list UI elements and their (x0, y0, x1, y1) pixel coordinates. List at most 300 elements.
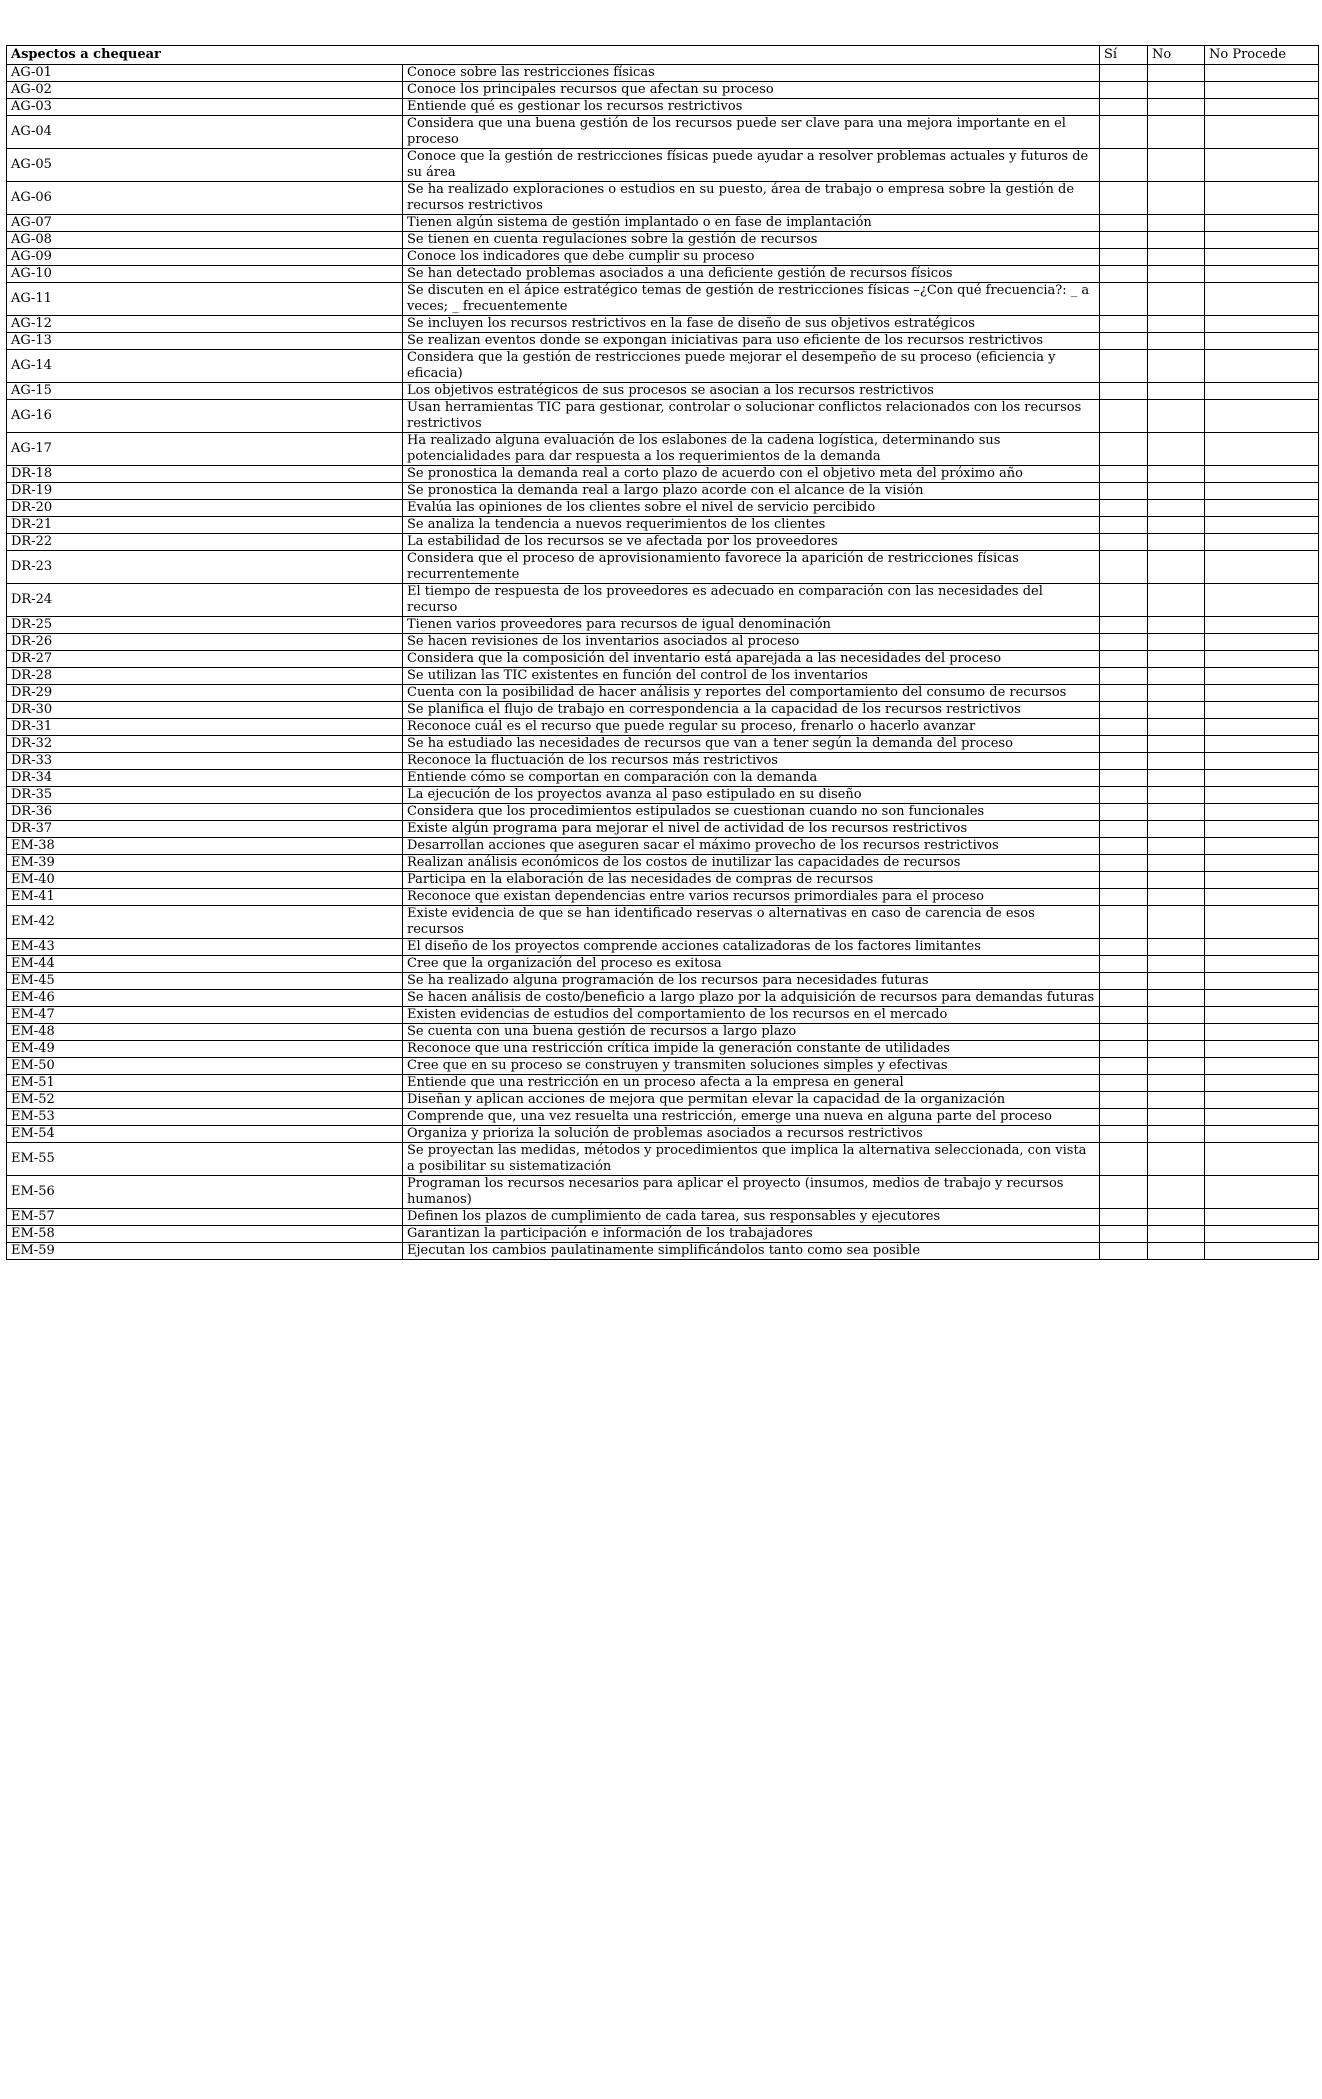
answer-cell-no[interactable] (1148, 65, 1205, 82)
answer-cell-no-procede[interactable] (1205, 316, 1319, 333)
answer-cell-no-procede[interactable] (1205, 82, 1319, 99)
answer-cell-no[interactable] (1148, 215, 1205, 232)
answer-cell-no[interactable] (1148, 99, 1205, 116)
answer-cell-no[interactable] (1148, 1143, 1205, 1176)
row-code: AG-16 (7, 400, 403, 433)
answer-cell-no-procede[interactable] (1205, 500, 1319, 517)
row-description: Considera que una buena gestión de los recursos puede ser clave para una mejora importante en el proceso (403, 116, 1100, 149)
answer-cell-no-procede[interactable] (1205, 232, 1319, 249)
table-row (7, 1058, 1319, 1075)
row-code: AG-10 (7, 266, 403, 283)
answer-cell-no[interactable] (1148, 1209, 1205, 1226)
answer-cell-no[interactable] (1148, 1226, 1205, 1243)
answer-cell-si[interactable] (1100, 283, 1148, 316)
table-row (7, 266, 1319, 283)
table-row (7, 1209, 1319, 1226)
answer-cell-si[interactable] (1100, 685, 1148, 702)
answer-cell-no[interactable] (1148, 651, 1205, 668)
answer-cell-no[interactable] (1148, 770, 1205, 787)
answer-cell-si[interactable] (1100, 249, 1148, 266)
table-row (7, 719, 1319, 736)
answer-cell-no[interactable] (1148, 517, 1205, 534)
row-description: Garantizan la participación e información de los trabajadores (403, 1226, 1100, 1243)
table-row (7, 1041, 1319, 1058)
table-row (7, 651, 1319, 668)
row-description: Se realizan eventos donde se expongan iniciativas para uso eficiente de los recursos restrictivos (403, 333, 1100, 350)
answer-cell-si[interactable] (1100, 956, 1148, 973)
answer-cell-si[interactable] (1100, 736, 1148, 753)
answer-cell-no[interactable] (1148, 466, 1205, 483)
answer-cell-no-procede[interactable] (1205, 634, 1319, 651)
answer-cell-no[interactable] (1148, 316, 1205, 333)
answer-cell-si[interactable] (1100, 753, 1148, 770)
table-row (7, 249, 1319, 266)
answer-cell-no-procede[interactable] (1205, 702, 1319, 719)
answer-cell-si[interactable] (1100, 333, 1148, 350)
table-row (7, 634, 1319, 651)
answer-cell-si[interactable] (1100, 939, 1148, 956)
table-row (7, 584, 1319, 617)
row-description: Programan los recursos necesarios para aplicar el proyecto (insumos, medios de trabajo y recursos humanos) (403, 1176, 1100, 1209)
answer-cell-no-procede[interactable] (1205, 668, 1319, 685)
answer-cell-no-procede[interactable] (1205, 1058, 1319, 1075)
answer-cell-si[interactable] (1100, 517, 1148, 534)
row-code: DR-25 (7, 617, 403, 634)
table-row (7, 736, 1319, 753)
answer-cell-no-procede[interactable] (1205, 350, 1319, 383)
table-row (7, 283, 1319, 316)
row-code: EM-39 (7, 855, 403, 872)
table-row (7, 1024, 1319, 1041)
answer-cell-no-procede[interactable] (1205, 736, 1319, 753)
answer-cell-no[interactable] (1148, 990, 1205, 1007)
row-code: EM-55 (7, 1143, 403, 1176)
answer-cell-no-procede[interactable] (1205, 333, 1319, 350)
answer-cell-no-procede[interactable] (1205, 584, 1319, 617)
row-code: DR-23 (7, 551, 403, 584)
row-description: Considera que la gestión de restricciones puede mejorar el desempeño de su proceso (eficiencia y eficacia) (403, 350, 1100, 383)
answer-cell-si[interactable] (1100, 1243, 1148, 1260)
table-row (7, 1126, 1319, 1143)
answer-cell-si[interactable] (1100, 466, 1148, 483)
table-row (7, 1075, 1319, 1092)
answer-cell-no[interactable] (1148, 1109, 1205, 1126)
answer-cell-no[interactable] (1148, 956, 1205, 973)
answer-cell-no-procede[interactable] (1205, 1143, 1319, 1176)
row-description: Se han detectado problemas asociados a una deficiente gestión de recursos físicos (403, 266, 1100, 283)
row-code: EM-49 (7, 1041, 403, 1058)
answer-cell-si[interactable] (1100, 838, 1148, 855)
answer-cell-no-procede[interactable] (1205, 1007, 1319, 1024)
row-code: AG-14 (7, 350, 403, 383)
answer-cell-si[interactable] (1100, 770, 1148, 787)
answer-cell-no[interactable] (1148, 939, 1205, 956)
row-description: Tienen varios proveedores para recursos de igual denominación (403, 617, 1100, 634)
answer-cell-no-procede[interactable] (1205, 872, 1319, 889)
answer-cell-no[interactable] (1148, 1243, 1205, 1260)
answer-cell-si[interactable] (1100, 584, 1148, 617)
answer-cell-no-procede[interactable] (1205, 1243, 1319, 1260)
answer-cell-no-procede[interactable] (1205, 787, 1319, 804)
answer-cell-si[interactable] (1100, 182, 1148, 215)
answer-cell-si[interactable] (1100, 651, 1148, 668)
answer-cell-si[interactable] (1100, 350, 1148, 383)
answer-cell-no-procede[interactable] (1205, 617, 1319, 634)
answer-cell-no-procede[interactable] (1205, 1075, 1319, 1092)
answer-cell-no-procede[interactable] (1205, 804, 1319, 821)
row-description: Se ha realizado alguna programación de los recursos para necesidades futuras (403, 973, 1100, 990)
row-description: Ejecutan los cambios paulatinamente simplificándolos tanto como sea posible (403, 1243, 1100, 1260)
table-row (7, 889, 1319, 906)
row-description: Se tienen en cuenta regulaciones sobre la gestión de recursos (403, 232, 1100, 249)
table-row (7, 333, 1319, 350)
answer-cell-si[interactable] (1100, 400, 1148, 433)
answer-cell-no-procede[interactable] (1205, 534, 1319, 551)
table-row (7, 956, 1319, 973)
answer-cell-no-procede[interactable] (1205, 116, 1319, 149)
table-row (7, 770, 1319, 787)
answer-cell-no-procede[interactable] (1205, 182, 1319, 215)
answer-cell-no[interactable] (1148, 702, 1205, 719)
row-description: Definen los plazos de cumplimiento de cada tarea, sus responsables y ejecutores (403, 1209, 1100, 1226)
answer-cell-no[interactable] (1148, 855, 1205, 872)
answer-cell-no-procede[interactable] (1205, 889, 1319, 906)
row-description: Entiende qué es gestionar los recursos restrictivos (403, 99, 1100, 116)
table-row (7, 1109, 1319, 1126)
table-row (7, 990, 1319, 1007)
answer-cell-si[interactable] (1100, 500, 1148, 517)
row-code: EM-53 (7, 1109, 403, 1126)
answer-cell-si[interactable] (1100, 1041, 1148, 1058)
row-description: Se hacen revisiones de los inventarios asociados al proceso (403, 634, 1100, 651)
table-row (7, 149, 1319, 182)
answer-cell-no[interactable] (1148, 753, 1205, 770)
answer-cell-no-procede[interactable] (1205, 753, 1319, 770)
row-code: DR-26 (7, 634, 403, 651)
answer-cell-no-procede[interactable] (1205, 65, 1319, 82)
row-description: La ejecución de los proyectos avanza al paso estipulado en su diseño (403, 787, 1100, 804)
row-code: AG-13 (7, 333, 403, 350)
answer-cell-si[interactable] (1100, 973, 1148, 990)
answer-cell-no-procede[interactable] (1205, 956, 1319, 973)
table-row (7, 787, 1319, 804)
table-row (7, 685, 1319, 702)
answer-cell-si[interactable] (1100, 116, 1148, 149)
answer-cell-no[interactable] (1148, 584, 1205, 617)
answer-cell-no[interactable] (1148, 617, 1205, 634)
answer-cell-si[interactable] (1100, 1092, 1148, 1109)
row-description: Organiza y prioriza la solución de problemas asociados a recursos restrictivos (403, 1126, 1100, 1143)
row-description: Conoce que la gestión de restricciones físicas puede ayudar a resolver problemas actuales y futuros de su área (403, 149, 1100, 182)
answer-cell-no-procede[interactable] (1205, 770, 1319, 787)
answer-cell-si[interactable] (1100, 82, 1148, 99)
row-code: AG-06 (7, 182, 403, 215)
answer-cell-no-procede[interactable] (1205, 973, 1319, 990)
row-code: AG-03 (7, 99, 403, 116)
answer-cell-no[interactable] (1148, 685, 1205, 702)
row-description: Usan herramientas TIC para gestionar, controlar o solucionar conflictos relacionados con los recursos restrictivos (403, 400, 1100, 433)
answer-cell-si[interactable] (1100, 804, 1148, 821)
answer-cell-si[interactable] (1100, 551, 1148, 584)
answer-cell-no[interactable] (1148, 872, 1205, 889)
answer-cell-no[interactable] (1148, 1007, 1205, 1024)
row-code: DR-20 (7, 500, 403, 517)
answer-cell-no[interactable] (1148, 534, 1205, 551)
answer-cell-no-procede[interactable] (1205, 149, 1319, 182)
answer-cell-si[interactable] (1100, 383, 1148, 400)
answer-cell-si[interactable] (1100, 719, 1148, 736)
row-code: EM-43 (7, 939, 403, 956)
answer-cell-no[interactable] (1148, 283, 1205, 316)
answer-cell-no[interactable] (1148, 668, 1205, 685)
answer-cell-no-procede[interactable] (1205, 283, 1319, 316)
answer-cell-no-procede[interactable] (1205, 1024, 1319, 1041)
row-description: Diseñan y aplican acciones de mejora que permitan elevar la capacidad de la organización (403, 1092, 1100, 1109)
answer-cell-no[interactable] (1148, 149, 1205, 182)
answer-cell-no[interactable] (1148, 483, 1205, 500)
answer-cell-no[interactable] (1148, 249, 1205, 266)
answer-cell-no[interactable] (1148, 1092, 1205, 1109)
header-aspects: Aspectos a chequear (7, 46, 1100, 65)
answer-cell-no-procede[interactable] (1205, 517, 1319, 534)
row-code: AG-11 (7, 283, 403, 316)
answer-cell-no[interactable] (1148, 116, 1205, 149)
answer-cell-no-procede[interactable] (1205, 1092, 1319, 1109)
answer-cell-no-procede[interactable] (1205, 685, 1319, 702)
row-code: AG-05 (7, 149, 403, 182)
answer-cell-no[interactable] (1148, 350, 1205, 383)
row-description: Existe algún programa para mejorar el nivel de actividad de los recursos restrictivos (403, 821, 1100, 838)
answer-cell-si[interactable] (1100, 1007, 1148, 1024)
row-code: EM-57 (7, 1209, 403, 1226)
answer-cell-no-procede[interactable] (1205, 838, 1319, 855)
table-row (7, 1176, 1319, 1209)
answer-cell-si[interactable] (1100, 1024, 1148, 1041)
row-description: Cree que en su proceso se construyen y transmiten soluciones simples y efectivas (403, 1058, 1100, 1075)
answer-cell-no[interactable] (1148, 182, 1205, 215)
answer-cell-no-procede[interactable] (1205, 855, 1319, 872)
answer-cell-si[interactable] (1100, 316, 1148, 333)
answer-cell-si[interactable] (1100, 702, 1148, 719)
answer-cell-no-procede[interactable] (1205, 990, 1319, 1007)
answer-cell-no[interactable] (1148, 82, 1205, 99)
answer-cell-no[interactable] (1148, 551, 1205, 584)
answer-cell-no-procede[interactable] (1205, 1041, 1319, 1058)
table-row (7, 821, 1319, 838)
answer-cell-no-procede[interactable] (1205, 433, 1319, 466)
row-code: AG-17 (7, 433, 403, 466)
answer-cell-si[interactable] (1100, 232, 1148, 249)
answer-cell-no[interactable] (1148, 266, 1205, 283)
table-row (7, 906, 1319, 939)
answer-cell-si[interactable] (1100, 1075, 1148, 1092)
row-description: Se incluyen los recursos restrictivos en la fase de diseño de sus objetivos estratégicos (403, 316, 1100, 333)
row-code: EM-56 (7, 1176, 403, 1209)
answer-cell-no[interactable] (1148, 736, 1205, 753)
table-row (7, 1007, 1319, 1024)
answer-cell-no[interactable] (1148, 1176, 1205, 1209)
row-description: Reconoce cuál es el recurso que puede regular su proceso, frenarlo o hacerlo avanzar (403, 719, 1100, 736)
answer-cell-no[interactable] (1148, 804, 1205, 821)
checklist-table (6, 45, 1319, 1260)
row-code: EM-48 (7, 1024, 403, 1041)
answer-cell-si[interactable] (1100, 483, 1148, 500)
answer-cell-no[interactable] (1148, 1041, 1205, 1058)
header-row (7, 46, 1319, 65)
answer-cell-no-procede[interactable] (1205, 939, 1319, 956)
row-code: AG-04 (7, 116, 403, 149)
answer-cell-no-procede[interactable] (1205, 383, 1319, 400)
answer-cell-si[interactable] (1100, 65, 1148, 82)
answer-cell-no-procede[interactable] (1205, 249, 1319, 266)
answer-cell-si[interactable] (1100, 149, 1148, 182)
row-description: Se pronostica la demanda real a corto plazo de acuerdo con el objetivo meta del próximo año (403, 466, 1100, 483)
table-row (7, 1226, 1319, 1243)
answer-cell-no-procede[interactable] (1205, 719, 1319, 736)
row-description: Reconoce la fluctuación de los recursos más restrictivos (403, 753, 1100, 770)
answer-cell-si[interactable] (1100, 990, 1148, 1007)
answer-cell-si[interactable] (1100, 634, 1148, 651)
answer-cell-no-procede[interactable] (1205, 466, 1319, 483)
table-row (7, 973, 1319, 990)
answer-cell-si[interactable] (1100, 617, 1148, 634)
row-description: Se planifica el flujo de trabajo en correspondencia a la capacidad de los recursos restrictivos (403, 702, 1100, 719)
answer-cell-no-procede[interactable] (1205, 483, 1319, 500)
answer-cell-si[interactable] (1100, 1209, 1148, 1226)
row-description: La estabilidad de los recursos se ve afectada por los proveedores (403, 534, 1100, 551)
row-code: EM-54 (7, 1126, 403, 1143)
answer-cell-si[interactable] (1100, 872, 1148, 889)
answer-cell-si[interactable] (1100, 1109, 1148, 1126)
table-row (7, 1092, 1319, 1109)
table-row (7, 804, 1319, 821)
answer-cell-no-procede[interactable] (1205, 400, 1319, 433)
answer-cell-no[interactable] (1148, 889, 1205, 906)
answer-cell-no[interactable] (1148, 232, 1205, 249)
answer-cell-no[interactable] (1148, 333, 1205, 350)
row-description: Conoce los indicadores que debe cumplir su proceso (403, 249, 1100, 266)
answer-cell-si[interactable] (1100, 906, 1148, 939)
row-code: EM-59 (7, 1243, 403, 1260)
row-description: Evalúa las opiniones de los clientes sobre el nivel de servicio percibido (403, 500, 1100, 517)
table-row (7, 1143, 1319, 1176)
row-code: EM-40 (7, 872, 403, 889)
answer-cell-si[interactable] (1100, 889, 1148, 906)
row-description: Se ha estudiado las necesidades de recursos que van a tener según la demanda del proceso (403, 736, 1100, 753)
answer-cell-no-procede[interactable] (1205, 651, 1319, 668)
answer-cell-si[interactable] (1100, 787, 1148, 804)
header-no-procede: No Procede (1205, 46, 1319, 65)
answer-cell-si[interactable] (1100, 668, 1148, 685)
answer-cell-no-procede[interactable] (1205, 1209, 1319, 1226)
row-description: Se ha realizado exploraciones o estudios en su puesto, área de trabajo o empresa sobre la gestión de recursos restrictivos (403, 182, 1100, 215)
answer-cell-si[interactable] (1100, 1058, 1148, 1075)
header-si: Sí (1100, 46, 1148, 65)
answer-cell-no[interactable] (1148, 1024, 1205, 1041)
document-page (6, 45, 1318, 1260)
answer-cell-no-procede[interactable] (1205, 1176, 1319, 1209)
answer-cell-no[interactable] (1148, 973, 1205, 990)
table-row (7, 350, 1319, 383)
table-row (7, 215, 1319, 232)
answer-cell-si[interactable] (1100, 534, 1148, 551)
answer-cell-no[interactable] (1148, 906, 1205, 939)
answer-cell-no-procede[interactable] (1205, 1226, 1319, 1243)
row-description: Los objetivos estratégicos de sus procesos se asocian a los recursos restrictivos (403, 383, 1100, 400)
row-description: Conoce los principales recursos que afectan su proceso (403, 82, 1100, 99)
table-row (7, 99, 1319, 116)
table-row (7, 753, 1319, 770)
answer-cell-si[interactable] (1100, 855, 1148, 872)
row-code: AG-08 (7, 232, 403, 249)
answer-cell-no[interactable] (1148, 821, 1205, 838)
answer-cell-no[interactable] (1148, 787, 1205, 804)
answer-cell-no-procede[interactable] (1205, 1126, 1319, 1143)
answer-cell-no-procede[interactable] (1205, 266, 1319, 283)
answer-cell-si[interactable] (1100, 1226, 1148, 1243)
table-body (7, 65, 1319, 1260)
answer-cell-si[interactable] (1100, 1176, 1148, 1209)
table-row (7, 232, 1319, 249)
answer-cell-no[interactable] (1148, 1075, 1205, 1092)
answer-cell-no-procede[interactable] (1205, 906, 1319, 939)
row-code: EM-58 (7, 1226, 403, 1243)
answer-cell-si[interactable] (1100, 433, 1148, 466)
table-row (7, 500, 1319, 517)
answer-cell-no[interactable] (1148, 400, 1205, 433)
row-code: DR-19 (7, 483, 403, 500)
answer-cell-no[interactable] (1148, 634, 1205, 651)
table-row (7, 316, 1319, 333)
row-code: DR-27 (7, 651, 403, 668)
table-row (7, 433, 1319, 466)
answer-cell-no[interactable] (1148, 1126, 1205, 1143)
answer-cell-no-procede[interactable] (1205, 1109, 1319, 1126)
row-code: EM-46 (7, 990, 403, 1007)
answer-cell-no[interactable] (1148, 838, 1205, 855)
answer-cell-no[interactable] (1148, 433, 1205, 466)
answer-cell-no[interactable] (1148, 383, 1205, 400)
answer-cell-si[interactable] (1100, 266, 1148, 283)
row-description: Entiende que una restricción en un proceso afecta a la empresa en general (403, 1075, 1100, 1092)
answer-cell-no-procede[interactable] (1205, 551, 1319, 584)
table-row (7, 617, 1319, 634)
row-code: AG-09 (7, 249, 403, 266)
row-description: Tienen algún sistema de gestión implantado o en fase de implantación (403, 215, 1100, 232)
row-code: DR-34 (7, 770, 403, 787)
answer-cell-no[interactable] (1148, 719, 1205, 736)
answer-cell-si[interactable] (1100, 821, 1148, 838)
answer-cell-no-procede[interactable] (1205, 215, 1319, 232)
answer-cell-no[interactable] (1148, 1058, 1205, 1075)
answer-cell-si[interactable] (1100, 1126, 1148, 1143)
answer-cell-no[interactable] (1148, 500, 1205, 517)
table-row (7, 534, 1319, 551)
answer-cell-si[interactable] (1100, 215, 1148, 232)
row-code: DR-28 (7, 668, 403, 685)
answer-cell-no-procede[interactable] (1205, 99, 1319, 116)
row-code: DR-36 (7, 804, 403, 821)
answer-cell-si[interactable] (1100, 1143, 1148, 1176)
answer-cell-si[interactable] (1100, 99, 1148, 116)
row-description: Desarrollan acciones que aseguren sacar el máximo provecho de los recursos restrictivos (403, 838, 1100, 855)
row-description: Se cuenta con una buena gestión de recursos a largo plazo (403, 1024, 1100, 1041)
row-code: EM-44 (7, 956, 403, 973)
row-code: DR-35 (7, 787, 403, 804)
row-code: EM-52 (7, 1092, 403, 1109)
row-description: Considera que el proceso de aprovisionamiento favorece la aparición de restricciones físicas recurrentemente (403, 551, 1100, 584)
answer-cell-no-procede[interactable] (1205, 821, 1319, 838)
